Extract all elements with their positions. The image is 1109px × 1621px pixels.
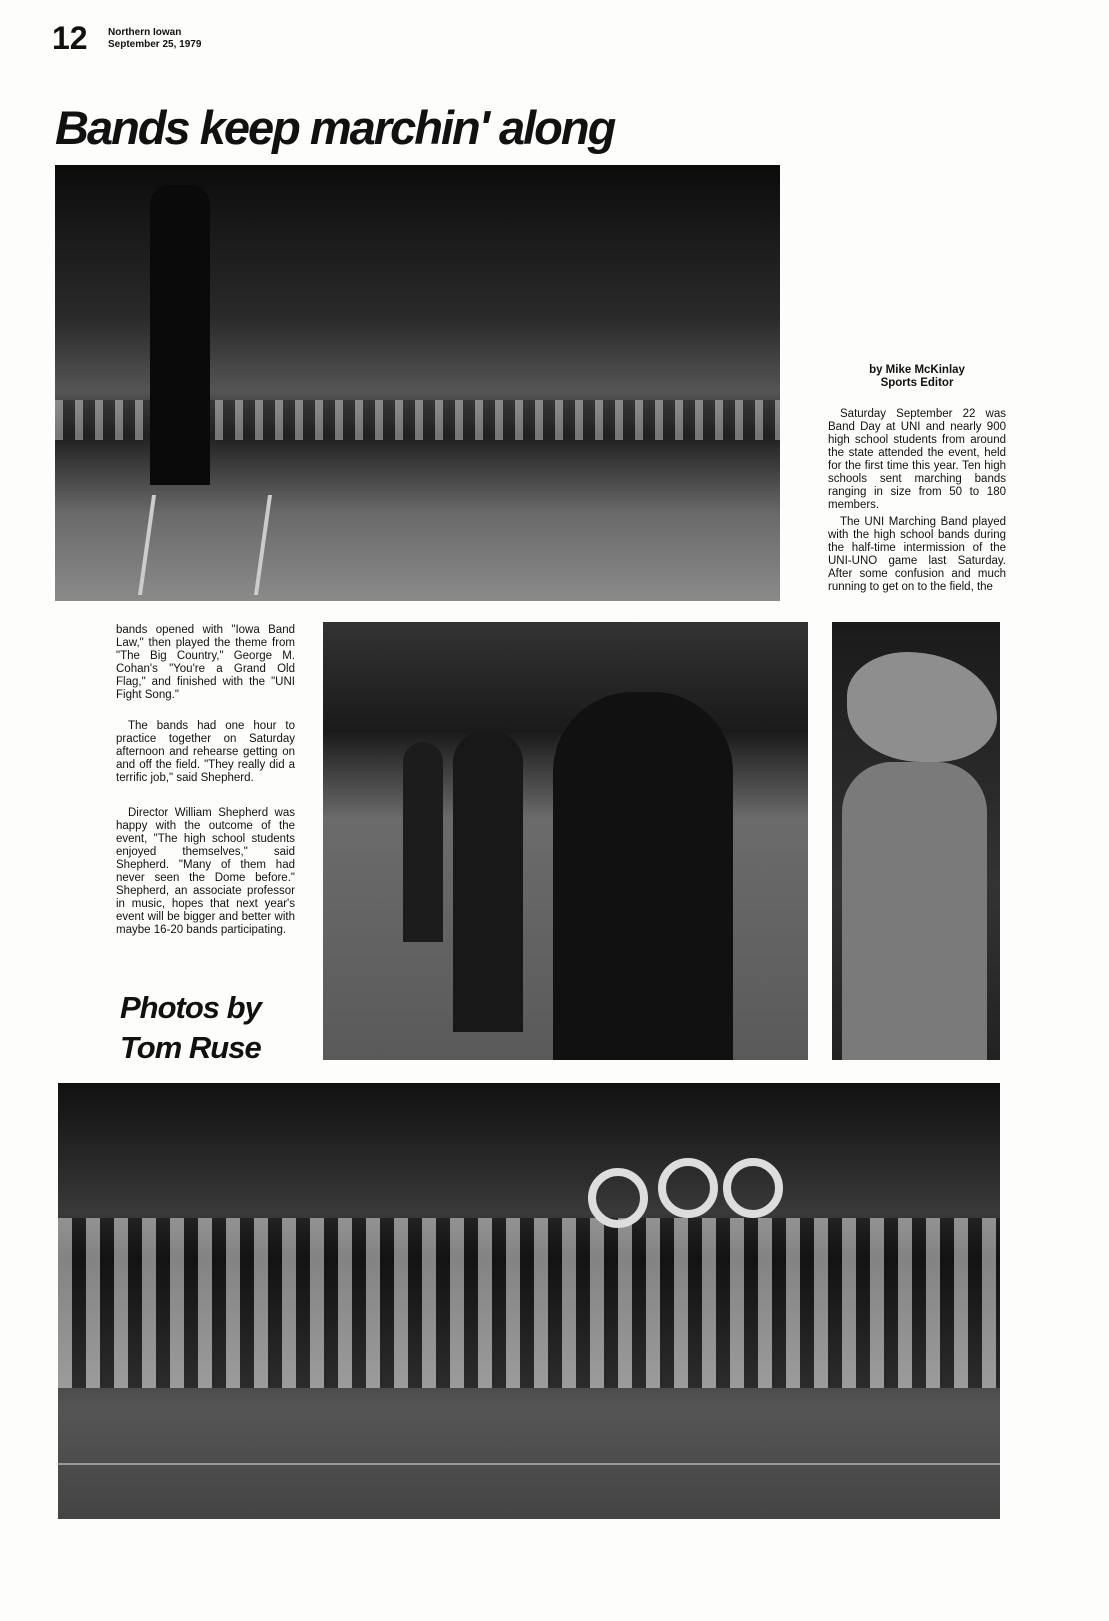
paragraph: The UNI Marching Band played with the high school bands during the half-time intermission of the UNI-UNO game last Saturday. After some confusion and much running to get on to the field, the	[828, 516, 1006, 593]
photo-credit-name: Tom Ruse	[120, 1030, 261, 1065]
article-column-right	[828, 408, 1006, 598]
photo-marching-bands-field	[58, 1083, 1000, 1519]
article-column-left	[116, 624, 295, 941]
paragraph: Director William Shepherd was happy with the outcome of the event, "The high school students enjoyed themselves," said Shepherd. "Many of them had never seen the Dome before." Shepherd, an associate professor in music, hopes that next year's event will be bigger and better with maybe 16-20 bands participating.	[116, 807, 295, 936]
byline-author: by Mike McKinlay	[869, 364, 965, 376]
paper-name: Northern Iowan	[108, 27, 182, 38]
photo-band-director-on-ladder	[55, 165, 780, 601]
photo-credit	[120, 988, 261, 1068]
issue-date: September 25, 1979	[108, 39, 202, 50]
byline-title: Sports Editor	[880, 377, 954, 389]
headline: Bands keep marchin' along	[55, 101, 615, 154]
masthead	[108, 27, 201, 51]
page-number: 12	[52, 20, 88, 56]
photo-credit-line1: Photos by	[120, 990, 261, 1025]
paragraph: Saturday September 22 was Band Day at UNI and nearly 900 high school students from around the state attended the event, held for the first time this year. Ten high schools sent marching bands ranging in size from 50 to 180 members.	[828, 408, 1006, 511]
paragraph: The bands had one hour to practice together on Saturday afternoon and rehearse getting on and off the field. "They really did a terrific job," said Shepherd.	[116, 720, 295, 784]
photo-mascot	[832, 622, 1000, 1060]
byline	[828, 364, 1006, 390]
paragraph: bands opened with "Iowa Band Law," then played the theme from "The Big Country," George M. Cohan's "You're a Grand Old Flag," and finished with the "UNI Fight Song."	[116, 624, 295, 701]
photo-flag-twirlers	[323, 622, 808, 1060]
